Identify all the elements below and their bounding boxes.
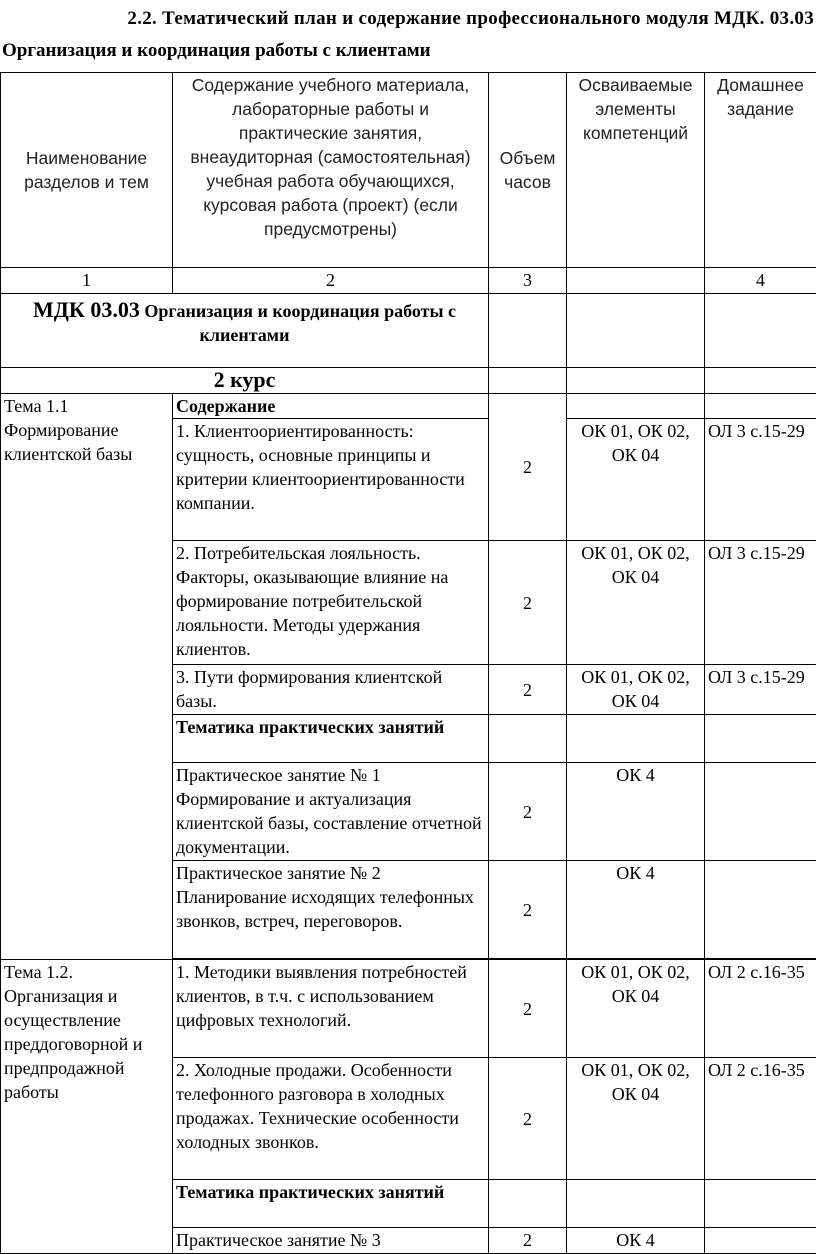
col-number-1: 1: [1, 268, 173, 294]
topic1-hours: 2: [489, 394, 567, 541]
header-hours: Объем часов: [489, 73, 567, 268]
topic2-item1-comp: ОК 01, ОК 02, ОК 04: [567, 960, 705, 1058]
topic2-item1-text: 1. Методики выявления потребностей клиентов, в т.ч. с использованием цифровых технологий.: [173, 960, 489, 1058]
header-sections: Наименование разделов и тем: [1, 73, 173, 268]
empty-cell: [567, 294, 705, 368]
col-number-4: 4: [705, 268, 816, 294]
topic1-item2-text: 2. Потребительская лояльность. Факторы, оказывающие влияние на формирование потребительской лояльности. Методы удержания клиентов.: [173, 541, 489, 665]
practice2-comp: ОК 4: [567, 861, 705, 959]
empty-cell: [705, 294, 816, 368]
topic1-name: Тема 1.1 Формирование клиентской базы: [1, 394, 173, 960]
topic1-practice-label: Тематика практических занятий: [173, 715, 489, 763]
number-row: [1, 268, 816, 294]
course-label: 2 курс: [1, 368, 489, 394]
topic1-item1-comp: ОК 01, ОК 02, ОК 04: [567, 419, 705, 541]
topic2-item2-text: 2. Холодные продажи. Особенности телефонного разговора в холодных продажах. Технические особенности холодных звонков.: [173, 1058, 489, 1180]
empty-cell: [489, 1180, 567, 1228]
topic1-item3-comp: ОК 01, ОК 02, ОК 04: [567, 665, 705, 715]
empty-cell: [705, 368, 816, 394]
empty-cell: [567, 394, 705, 419]
header-homework: Домашнее задание: [705, 73, 816, 268]
col-number-2: 2: [173, 268, 489, 294]
topic2-item2-comp: ОК 01, ОК 02, ОК 04: [567, 1058, 705, 1180]
topic2-item1-hw: ОЛ 2 с.16-35: [705, 960, 816, 1058]
header-row: [1, 73, 816, 268]
practice2-text: Практическое занятие № 2 Планирование исходящих телефонных звонков, встреч, переговоров.: [173, 861, 489, 959]
header-content: Содержание учебного материала, лабораторные работы и практические занятия, внеаудиторная (самостоятельная) учебная работа обучающихся, курсовая работа (проект) (если предусмотрены): [173, 73, 489, 268]
topic1-item1-text: 1. Клиентоориентированность: сущность, основные принципы и критерии клиентоориентированности компании.: [173, 419, 489, 541]
practice1-hours: 2: [489, 763, 567, 861]
section-heading-line1: 2.2. Тематический план и содержание профессионального модуля МДК. 03.03: [0, 8, 816, 30]
topic1-item3-hours: 2: [489, 665, 567, 715]
topic1-item2-hw: ОЛ 3 с.15-29: [705, 541, 816, 665]
empty-cell: [489, 715, 567, 763]
practice3-text: Практическое занятие № 3: [173, 1228, 489, 1254]
course-row: [1, 368, 816, 394]
col-number-empty: [567, 268, 705, 294]
practice2-hours: 2: [489, 861, 567, 959]
empty-cell: [705, 715, 816, 763]
topic2-name: Тема 1.2. Организация и осуществление преддоговорной и предпродажной работы: [1, 960, 173, 1254]
empty-cell: [567, 715, 705, 763]
module-code: МДК 03.03: [33, 297, 140, 322]
empty-cell: [705, 1228, 816, 1254]
empty-cell: [567, 1180, 705, 1228]
content-label: Содержание: [173, 394, 489, 419]
empty-cell: [489, 368, 567, 394]
topic1-item2-comp: ОК 01, ОК 02, ОК 04: [567, 541, 705, 665]
topic2-practice-label: Тематика практических занятий: [173, 1180, 489, 1228]
module-title: [1, 294, 489, 368]
module-name: Организация и координация работы с клиентами: [144, 301, 456, 345]
thematic-plan-table: [0, 72, 816, 1254]
module-row: [1, 294, 816, 368]
topic2-item2-hours: 2: [489, 1058, 567, 1180]
empty-cell: [705, 394, 816, 419]
practice1-text: Практическое занятие № 1 Формирование и актуализация клиентской базы, составление отчетной документации.: [173, 763, 489, 861]
table-row: [1, 960, 816, 1058]
topic1-item1-hw: ОЛ 3 с.15-29: [705, 419, 816, 541]
topic2-item2-hw: ОЛ 2 с.16-35: [705, 1058, 816, 1180]
practice3-comp: ОК 4: [567, 1228, 705, 1254]
practice1-comp: ОК 4: [567, 763, 705, 861]
topic1-item3-hw: ОЛ 3 с.15-29: [705, 665, 816, 715]
empty-cell: [489, 294, 567, 368]
header-competencies: Осваиваемые элементы компетенций: [567, 73, 705, 268]
empty-cell: [705, 1180, 816, 1228]
col-number-3: 3: [489, 268, 567, 294]
table-row: [1, 394, 816, 419]
topic2-item1-hours: 2: [489, 960, 567, 1058]
empty-cell: [705, 861, 816, 959]
topic1-item2-hours: 2: [489, 541, 567, 665]
practice3-hours: 2: [489, 1228, 567, 1254]
empty-cell: [705, 763, 816, 861]
topic1-item3-text: 3. Пути формирования клиентской базы.: [173, 665, 489, 715]
section-heading-line2: Организация и координация работы с клиентами: [2, 40, 816, 62]
empty-cell: [567, 368, 705, 394]
